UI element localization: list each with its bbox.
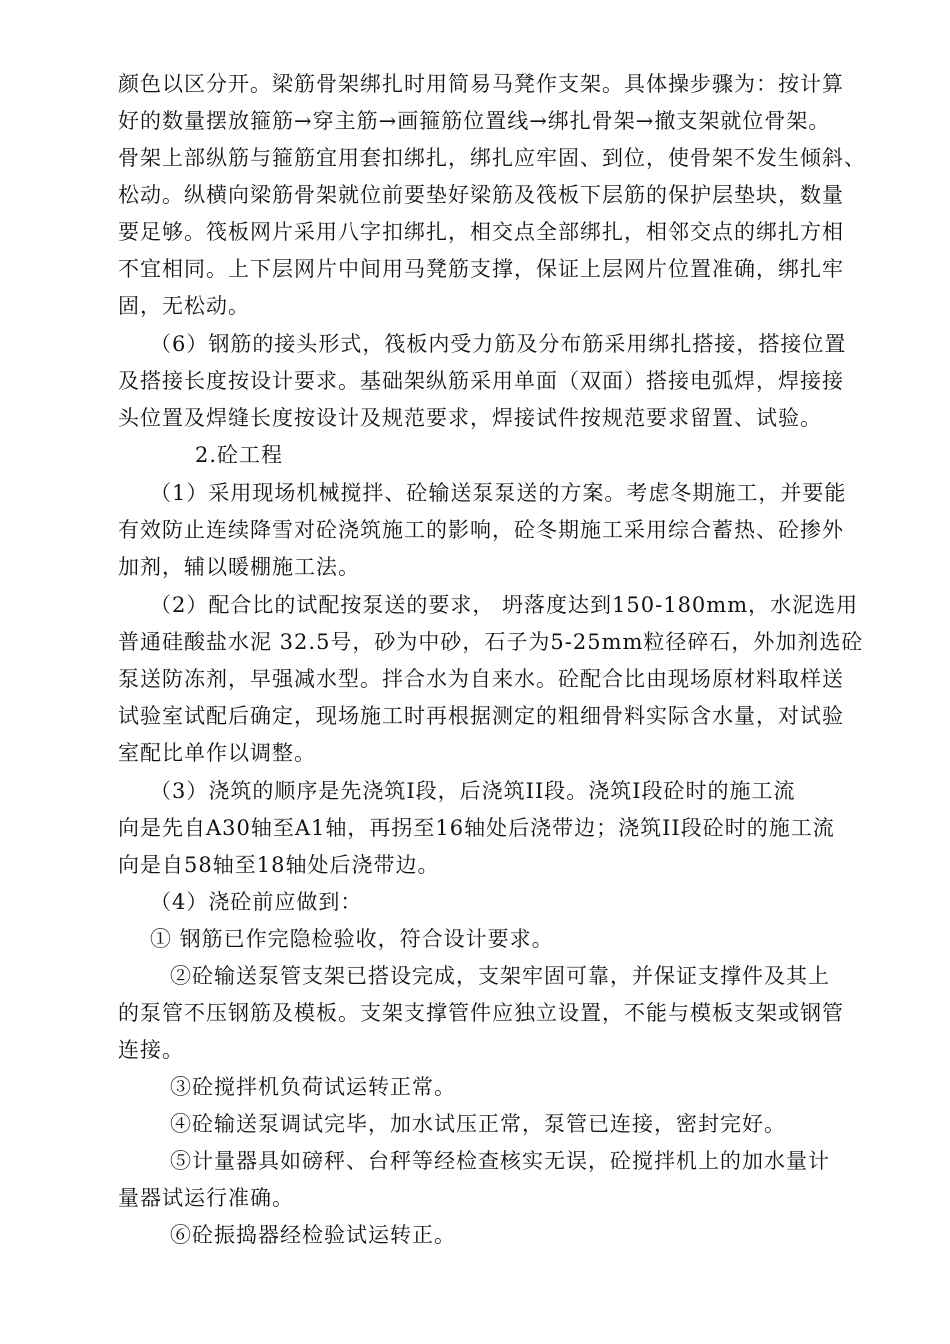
list-item-5: ⑤计量器具如磅秤、台秤等经检查核实无误，砼搅拌机上的加水量计: [170, 1149, 830, 1173]
text-line: 室配比单作以调整。: [118, 741, 316, 765]
list-item-1: ① 钢筋已作完隐检验收，符合设计要求。: [150, 927, 554, 951]
text-line: 好的数量摆放箍筋→穿主筋→画箍筋位置线→绑扎骨架→撤支架就位骨架。: [118, 109, 831, 133]
paragraph-heading-3: （3）浇筑的顺序是先浇筑I段，后浇筑II段。浇筑I段砼时的施工流: [150, 779, 796, 803]
text-line: 骨架上部纵筋与箍筋宜用套扣绑扎，绑扎应牢固、到位，使骨架不发生倾斜、: [118, 146, 866, 170]
text-line: 有效防止连续降雪对砼浇筑施工的影响，砼冬期施工采用综合蓄热、砼掺外: [118, 518, 844, 542]
text-line: 要足够。筏板网片采用八字扣绑扎，相交点全部绑扎，相邻交点的绑扎方相: [118, 220, 844, 244]
text-line: 松动。纵横向梁筋骨架就位前要垫好梁筋及筏板下层筋的保护层垫块，数量: [118, 183, 844, 207]
paragraph-heading-1: （1）采用现场机械搅拌、砼输送泵泵送的方案。考虑冬期施工，并要能: [150, 481, 847, 505]
text-line: 的泵管不压钢筋及模板。支架支撑管件应独立设置，不能与模板支架或钢管: [118, 1001, 844, 1025]
text-line: 不宜相同。上下层网片中间用马凳筋支撑，保证上层网片位置准确，绑扎牢: [118, 257, 844, 281]
text-line: 量器试运行准确。: [118, 1186, 294, 1210]
list-item-4: ④砼输送泵调试完毕，加水试压正常，泵管已连接，密封完好。: [170, 1112, 786, 1136]
text-line: 向是先自A30轴至A1轴，再拐至16轴处后浇带边；浇筑II段砼时的施工流: [118, 816, 835, 840]
text-line: 加剂，辅以暖棚施工法。: [118, 555, 360, 579]
text-line: 普通硅酸盐水泥 32.5号，砂为中砂，石子为5-25mm粒径碎石，外加剂选砼: [118, 630, 864, 654]
text-line: 连接。: [118, 1038, 184, 1062]
text-line: 固，无松动。: [118, 294, 250, 318]
list-item-2: ②砼输送泵管支架已搭设完成，支架牢固可靠，并保证支撑件及其上: [170, 964, 830, 988]
text-line: 向是自58轴至18轴处后浇带边。: [118, 853, 440, 877]
text-line: 颜色以区分开。梁筋骨架绑扎时用简易马凳作支架。具体操步骤为：按计算: [118, 72, 844, 96]
list-item-6: ⑥砼振捣器经检验试运转正。: [170, 1223, 456, 1247]
list-item-3: ③砼搅拌机负荷试运转正常。: [170, 1075, 456, 1099]
section-heading: 2.砼工程: [195, 443, 284, 467]
paragraph-heading-4: （4）浇砼前应做到：: [150, 890, 363, 914]
paragraph-heading-2: （2）配合比的试配按泵送的要求， 坍落度达到150-180mm，水泥选用: [150, 593, 859, 617]
text-line: 试验室试配后确定，现场施工时再根据测定的粗细骨料实际含水量，对试验: [118, 704, 844, 728]
paragraph-heading-6: （6）钢筋的接头形式，筏板内受力筋及分布筋采用绑扎搭接，搭接位置: [150, 332, 847, 356]
text-line: 头位置及焊缝长度按设计及规范要求，焊接试件按规范要求留置、试验。: [118, 406, 822, 430]
text-line: 及搭接长度按设计要求。基础架纵筋采用单面（双面）搭接电弧焊，焊接接: [118, 369, 844, 393]
text-line: 泵送防冻剂，早强减水型。拌合水为自来水。砼配合比由现场原材料取样送: [118, 667, 844, 691]
